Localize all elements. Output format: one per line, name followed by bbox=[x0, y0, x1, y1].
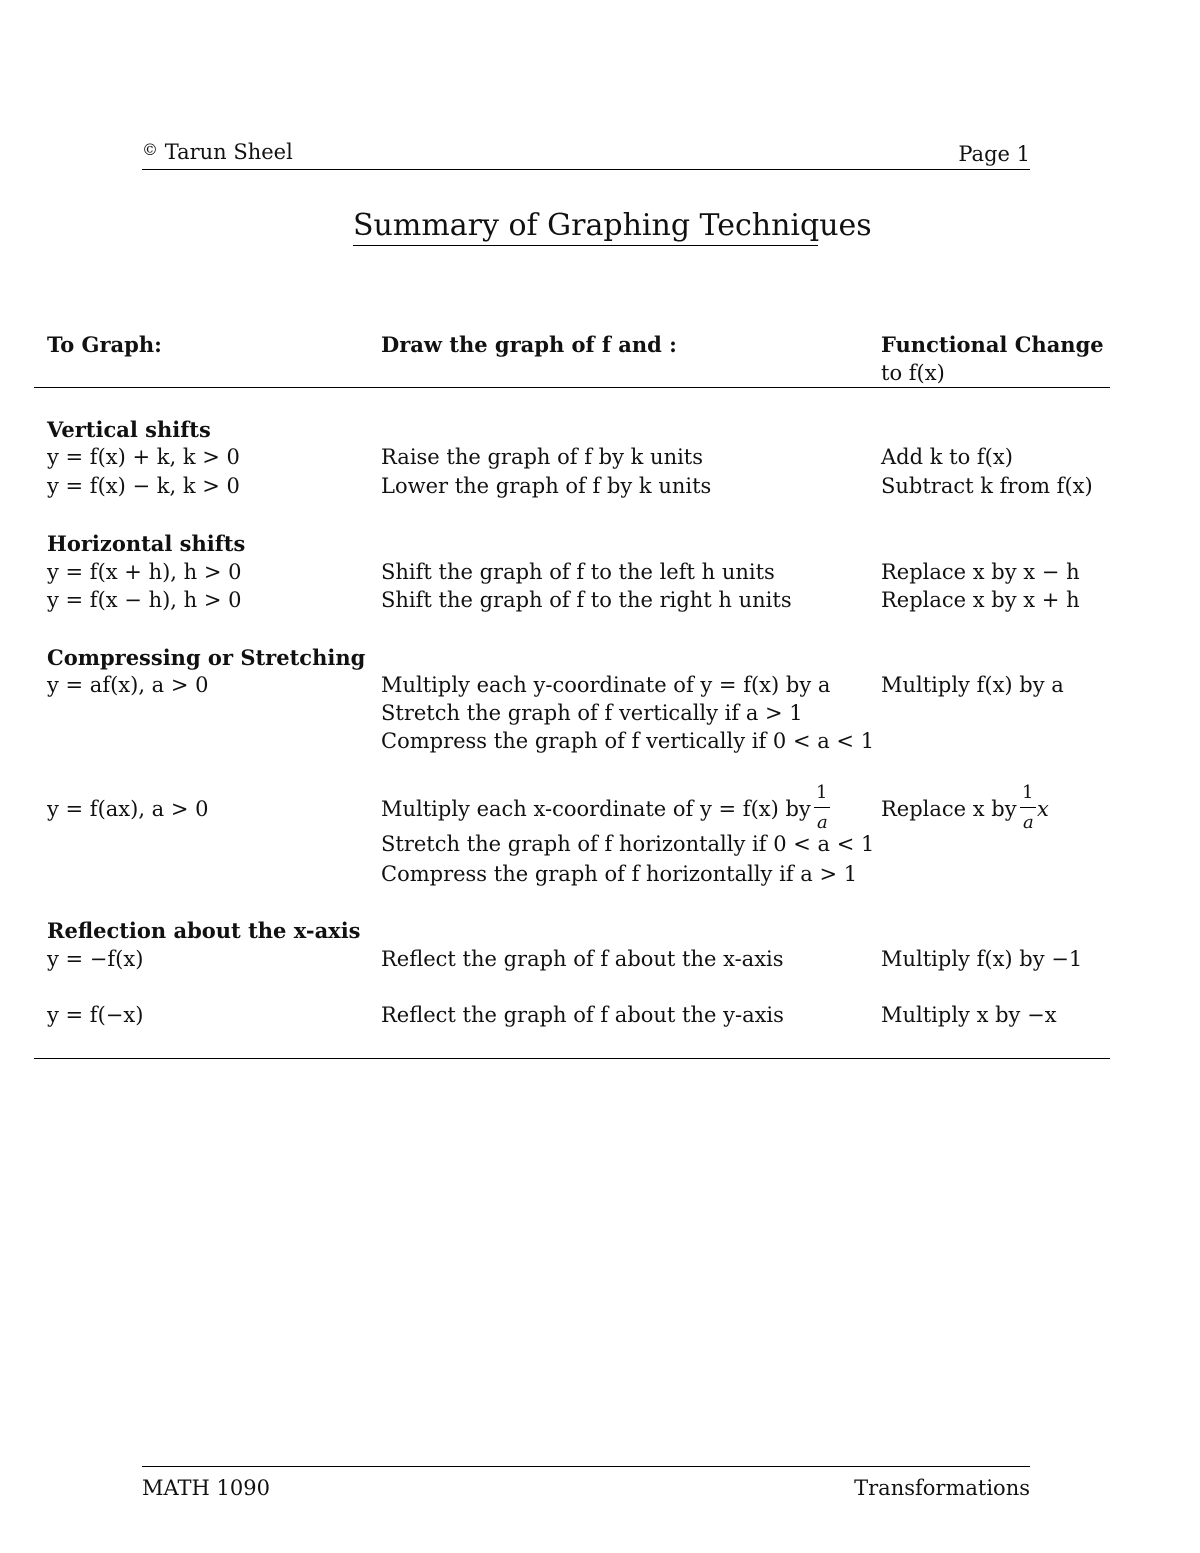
row-change: Multiply f(x) by a bbox=[881, 673, 1064, 697]
row-graph: y = f(−x) bbox=[47, 1003, 144, 1027]
header-page: Page 1 bbox=[958, 142, 1030, 166]
fraction-bar bbox=[1020, 807, 1036, 808]
row-graph: y = f(x) − k, k > 0 bbox=[47, 474, 240, 498]
row-draw: Raise the graph of f by k units bbox=[381, 445, 704, 469]
row-graph: y = −f(x) bbox=[47, 947, 144, 971]
author-name: Tarun Sheel bbox=[164, 140, 293, 164]
table-header-rule bbox=[34, 387, 1110, 388]
draw-prefix: Multiply each x-coordinate of y = f(x) by bbox=[381, 797, 811, 821]
title-underline bbox=[353, 245, 818, 246]
col-header-to-graph: To Graph: bbox=[47, 332, 162, 357]
row-draw-line: Compress the graph of f horizontally if a > 1 bbox=[381, 862, 858, 886]
row-change: Replace x by x + h bbox=[881, 588, 1080, 612]
row-graph: y = f(x + h), h > 0 bbox=[47, 560, 242, 584]
section-title-horizontal: Horizontal shifts bbox=[47, 531, 246, 556]
fraction-numerator: 1 bbox=[1022, 782, 1034, 803]
section-title-compress: Compressing or Stretching bbox=[47, 645, 366, 670]
row-graph: y = af(x), a > 0 bbox=[47, 673, 209, 697]
row-change: Replace x by x − h bbox=[881, 560, 1080, 584]
footer-rule bbox=[142, 1466, 1030, 1467]
fraction-denominator: a bbox=[817, 812, 828, 833]
header-rule bbox=[142, 169, 1030, 170]
footer-topic: Transformations bbox=[854, 1476, 1030, 1500]
row-change: Subtract k from f(x) bbox=[881, 474, 1093, 498]
row-change bbox=[881, 799, 1017, 820]
row-draw-line: Multiply each y-coordinate of y = f(x) by a bbox=[381, 673, 831, 697]
row-draw: Lower the graph of f by k units bbox=[381, 474, 712, 498]
row-graph: y = f(ax), a > 0 bbox=[47, 797, 209, 821]
row-draw: Reflect the graph of f about the y-axis bbox=[381, 1003, 784, 1027]
row-draw-line: Stretch the graph of f horizontally if 0 < a < 1 bbox=[381, 832, 875, 856]
row-draw-line: Stretch the graph of f vertically if a > 1 bbox=[381, 701, 803, 725]
row-change: Add k to f(x) bbox=[881, 445, 1013, 469]
change-suffix: x bbox=[1037, 797, 1049, 821]
row-draw-line: Compress the graph of f vertically if 0 < a < 1 bbox=[381, 729, 875, 753]
col-header-change: Functional Change bbox=[881, 332, 1104, 357]
row-change: Multiply x by −x bbox=[881, 1003, 1057, 1027]
fraction-denominator: a bbox=[1023, 812, 1034, 833]
row-change: Multiply f(x) by −1 bbox=[881, 947, 1083, 971]
row-graph: y = f(x − h), h > 0 bbox=[47, 588, 242, 612]
section-title-reflection: Reflection about the x-axis bbox=[47, 918, 361, 943]
col-header-change-sub: to f(x) bbox=[881, 361, 945, 385]
row-graph: y = f(x) + k, k > 0 bbox=[47, 445, 240, 469]
table-bottom-rule bbox=[34, 1058, 1110, 1059]
copyright-icon: © bbox=[142, 140, 158, 159]
row-draw: Reflect the graph of f about the x-axis bbox=[381, 947, 784, 971]
footer-course: MATH 1090 bbox=[142, 1476, 270, 1500]
header-author bbox=[142, 142, 293, 163]
row-draw: Shift the graph of f to the left h units bbox=[381, 560, 775, 584]
row-draw-line bbox=[381, 799, 811, 820]
row-draw: Shift the graph of f to the right h units bbox=[381, 588, 792, 612]
section-title-vertical: Vertical shifts bbox=[47, 417, 211, 442]
fraction-bar bbox=[814, 807, 830, 808]
fraction-numerator: 1 bbox=[816, 782, 828, 803]
col-header-draw: Draw the graph of f and : bbox=[381, 332, 677, 357]
change-prefix: Replace x by bbox=[881, 797, 1017, 821]
page-title: Summary of Graphing Techniques bbox=[353, 208, 872, 243]
